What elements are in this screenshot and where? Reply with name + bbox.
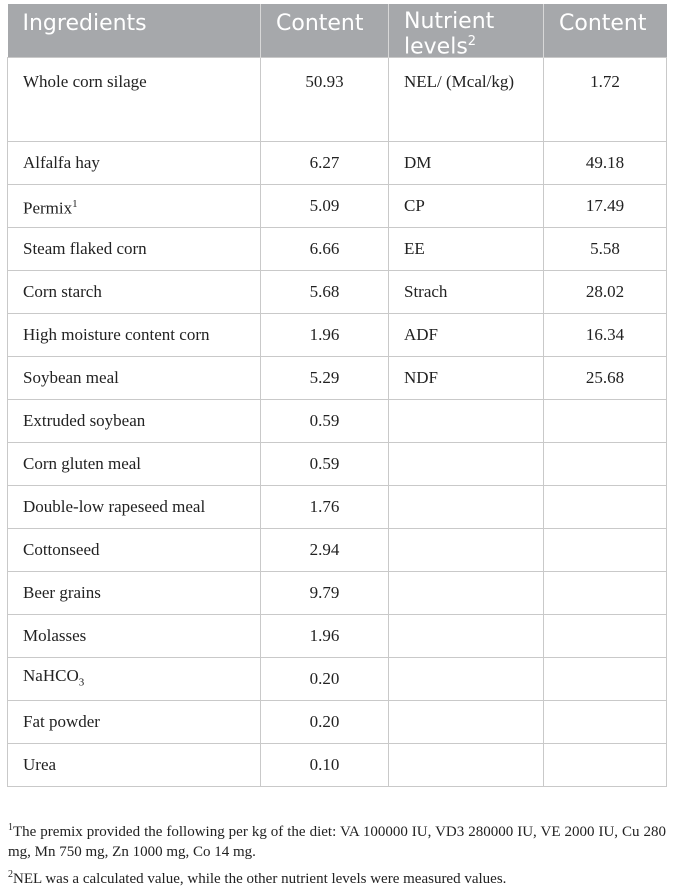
nutrient-content-cell (544, 572, 667, 615)
nutrient-content-cell (544, 658, 667, 701)
ingredient-name: Steam flaked corn (23, 239, 147, 259)
table-row (8, 314, 667, 357)
nutrient-content-cell (544, 400, 667, 443)
table-row (8, 658, 667, 701)
ingredient-cell (8, 529, 261, 572)
nutrient-cell: EE (389, 228, 544, 271)
nutrient-content-cell (544, 701, 667, 744)
ingredient-cell (8, 615, 261, 658)
ingredient-content-cell: 5.68 (261, 271, 389, 314)
nutrient-cell: ADF (389, 314, 544, 357)
ingredient-cell (8, 658, 261, 701)
ingredient-cell (8, 744, 261, 787)
table-row (8, 357, 667, 400)
nutrient-content-cell: 1.72 (544, 58, 667, 142)
ingredient-name: Permix (23, 198, 73, 218)
ingredient-name: Alfalfa hay (23, 153, 100, 173)
table-row (8, 572, 667, 615)
nutrient-content-cell: 49.18 (544, 142, 667, 185)
ingredient-name: Molasses (23, 626, 87, 646)
ingredient-cell (8, 357, 261, 400)
ingredient-name: Cottonseed (23, 540, 100, 560)
footnote-marker: 2 (8, 869, 13, 880)
ingredient-cell (8, 271, 261, 314)
ingredient-name: Whole corn silage (23, 72, 147, 92)
ingredient-cell (8, 228, 261, 271)
table-row (8, 142, 667, 185)
ingredient-content-cell: 9.79 (261, 572, 389, 615)
table-footnotes (8, 818, 666, 892)
diet-composition-table (7, 4, 667, 787)
table-row (8, 529, 667, 572)
chemical-subscript: 3 (78, 676, 85, 689)
ingredient-cell (8, 314, 261, 357)
ingredient-name: High moisture content corn (23, 325, 210, 345)
ingredient-cell (8, 701, 261, 744)
nutrient-cell (389, 658, 544, 701)
ingredient-content-cell: 5.09 (261, 185, 389, 228)
nutrient-content-cell: 28.02 (544, 271, 667, 314)
nutrient-cell (389, 529, 544, 572)
nutrient-cell (389, 400, 544, 443)
nutrient-content-cell: 16.34 (544, 314, 667, 357)
table-row (8, 400, 667, 443)
table-row (8, 701, 667, 744)
nutrient-cell (389, 486, 544, 529)
nutrient-content-cell: 25.68 (544, 357, 667, 400)
ingredient-cell (8, 572, 261, 615)
nutrient-content-cell: 5.58 (544, 228, 667, 271)
nutrient-cell: CP (389, 185, 544, 228)
ingredient-content-cell: 0.20 (261, 658, 389, 701)
ingredient-content-cell: 1.76 (261, 486, 389, 529)
nutrient-content-cell: 17.49 (544, 185, 667, 228)
ingredient-name: Corn starch (23, 282, 102, 302)
nutrient-content-cell (544, 615, 667, 658)
table-body (8, 58, 667, 787)
header-nutrient-content: Content (544, 4, 667, 58)
table-row (8, 744, 667, 787)
ingredient-content-cell: 2.94 (261, 529, 389, 572)
ingredient-name: NaHCO (23, 666, 79, 686)
nutrient-cell (389, 615, 544, 658)
nutrient-content-cell (544, 486, 667, 529)
ingredient-name: Double-low rapeseed meal (23, 497, 206, 517)
ingredient-content-cell: 0.59 (261, 443, 389, 486)
nutrient-content-cell (544, 744, 667, 787)
ingredient-content-cell: 1.96 (261, 314, 389, 357)
ingredient-name: Urea (23, 755, 57, 775)
ingredient-content-cell: 6.27 (261, 142, 389, 185)
table-row (8, 58, 667, 142)
ingredient-name: Beer grains (23, 583, 101, 603)
ingredient-content-cell: 1.96 (261, 615, 389, 658)
diet-table-container (7, 4, 666, 787)
footnote-text: The premix provided the following per kg of the diet: VA 100000 IU, VD3 280000 IU, VE 2000 IU, Cu 280 mg, Mn 750 mg, Zn 1000 mg, Co 14 mg. (8, 824, 666, 860)
ingredient-cell (8, 443, 261, 486)
table-row (8, 443, 667, 486)
nutrient-cell (389, 701, 544, 744)
ingredient-cell (8, 400, 261, 443)
ingredient-name: Fat powder (23, 712, 100, 732)
nutrient-cell (389, 572, 544, 615)
header-nutrient-levels-label: Nutrient levels (404, 9, 495, 60)
footnote-marker: 1 (72, 198, 78, 210)
nutrient-cell: NEL/ (Mcal/kg) (389, 58, 544, 142)
ingredient-cell (8, 58, 261, 142)
footnote-marker: 2 (467, 34, 477, 49)
nutrient-cell: NDF (389, 357, 544, 400)
ingredient-name: Corn gluten meal (23, 454, 142, 474)
table-row (8, 271, 667, 314)
nutrient-cell: DM (389, 142, 544, 185)
ingredient-content-cell: 0.59 (261, 400, 389, 443)
footnote (8, 818, 666, 862)
nutrient-content-cell (544, 529, 667, 572)
ingredient-content-cell: 0.10 (261, 744, 389, 787)
header-nutrient-levels (389, 4, 544, 58)
table-row (8, 615, 667, 658)
table-row (8, 486, 667, 529)
footnote-marker: 1 (8, 822, 13, 833)
ingredient-name: Extruded soybean (23, 411, 146, 431)
ingredient-cell (8, 185, 261, 228)
footnote-text: NEL was a calculated value, while the other nutrient levels were measured values. (13, 871, 507, 887)
table-header-row (8, 4, 667, 58)
nutrient-cell (389, 744, 544, 787)
nutrient-content-cell (544, 443, 667, 486)
nutrient-cell: Strach (389, 271, 544, 314)
table-row (8, 185, 667, 228)
ingredient-name: Soybean meal (23, 368, 119, 388)
ingredient-content-cell: 0.20 (261, 701, 389, 744)
table-row (8, 228, 667, 271)
header-ingredients: Ingredients (8, 4, 261, 58)
ingredient-cell (8, 486, 261, 529)
ingredient-cell (8, 142, 261, 185)
ingredient-content-cell: 50.93 (261, 58, 389, 142)
ingredient-content-cell: 6.66 (261, 228, 389, 271)
ingredient-content-cell: 5.29 (261, 357, 389, 400)
header-content: Content (261, 4, 389, 58)
nutrient-cell (389, 443, 544, 486)
